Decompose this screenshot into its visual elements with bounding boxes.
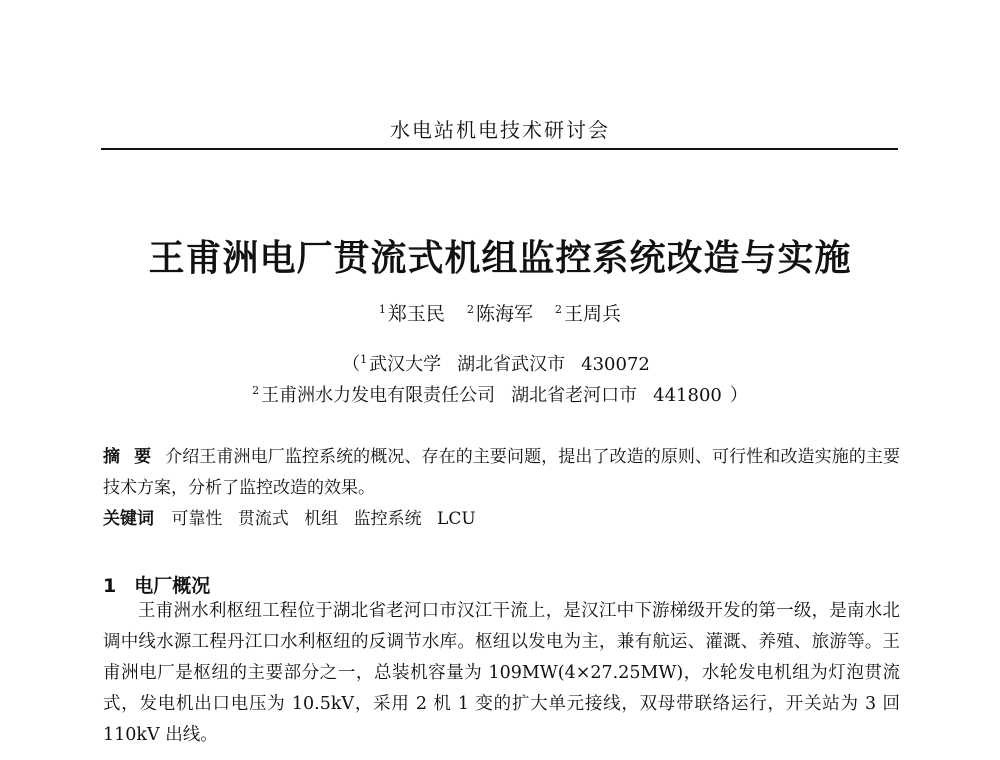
abstract-text: 介绍王甫洲电厂监控系统的概况、存在的主要问题，提出了改造的原则、可行性和改造实施的主要技术方案，分析了监控改造的效果。 [103,447,901,498]
keyword: LCU [437,509,476,529]
author-3 [555,303,621,325]
running-header: 水电站机电技术研讨会 [390,118,610,142]
keywords-label: 关键词 [103,509,154,529]
affiliation-1-open-paren: （ [342,354,361,375]
abstract [103,442,900,504]
author-2 [467,303,533,325]
author-2-affil-marker: 2 [466,303,474,316]
author-3-name: 王周兵 [564,303,622,325]
header-rule [101,148,898,150]
affiliation-2-close-paren: ） [729,385,748,406]
keyword: 监控系统 [353,509,422,529]
affiliation-2-location: 湖北省老河口市 [511,385,638,406]
section-heading [103,571,210,598]
paper-title: 王甫洲电厂贯流式机组监控系统改造与实施 [148,237,852,279]
abstract-label: 摘要 [103,447,166,467]
affiliation-2 [0,381,1000,407]
author-2-name: 陈海军 [475,303,533,325]
section-number: 1 [103,575,117,597]
affiliation-1-marker: 1 [360,353,368,366]
keywords [103,504,900,529]
author-1 [379,303,445,325]
affiliation-2-org: 王甫洲水力发电有限责任公司 [261,385,496,406]
affiliation-2-marker: 2 [252,384,260,397]
keyword: 可靠性 [171,509,223,529]
affiliation-1 [0,350,1000,376]
affiliation-1-location: 湖北省武汉市 [457,354,566,375]
keyword: 贯流式 [237,509,289,529]
section-paragraph: 王甫洲水利枢纽工程位于湖北省老河口市汉江干流上，是汉江中下游梯级开发的第一级，是南水北调中线水源工程丹江口水利枢纽的反调节水库。枢纽以发电为主，兼有航运、灌溉、养殖、旅游等。王甫洲电厂是枢纽的主要部分之一，总装机容量为 109MW(4×27.25MW)，水轮发电机组为灯泡贯流式，发电机出口电压为 10.5kV，采用 2 机 1 变的扩大单元接线，双母带联络运行，开关站为 3 回 110kV 出线。 [103,601,900,745]
section-title: 电厂概况 [134,575,211,597]
author-1-affil-marker: 1 [378,303,386,316]
author-3-affil-marker: 2 [555,303,563,316]
author-1-name: 郑玉民 [387,303,445,325]
author-list [0,299,1000,326]
affiliation-1-postcode: 430072 [581,354,650,375]
affiliation-2-postcode: 441800 [653,385,722,406]
keyword: 机组 [304,509,339,529]
affiliation-1-org: 武汉大学 [369,354,442,375]
